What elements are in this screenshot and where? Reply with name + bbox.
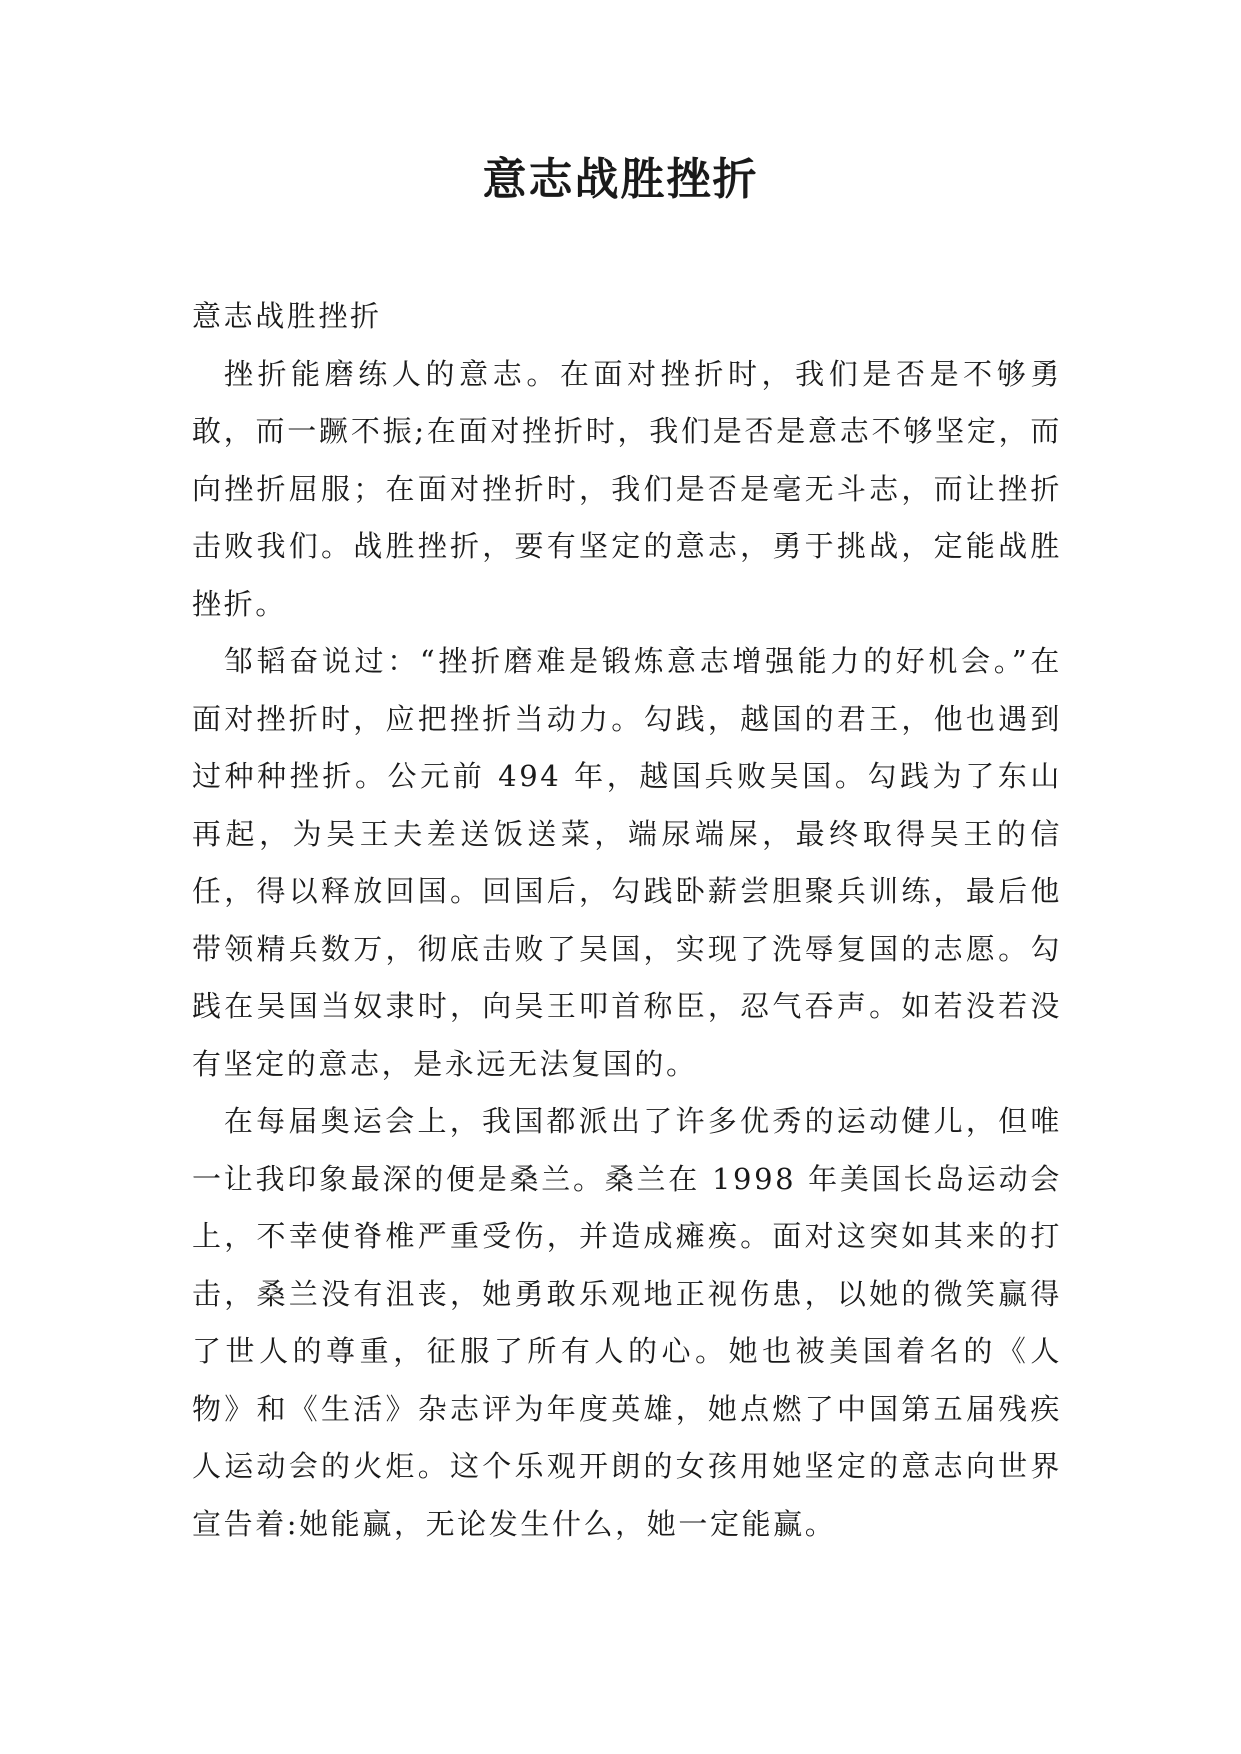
paragraph-1: 挫折能磨练人的意志。在面对挫折时，我们是否是不够勇敢，而一蹶不振;在面对挫折时，我们是否是意志不够坚定，而向挫折屈服；在面对挫折时，我们是否是毫无斗志，而让挫折击败我们。战胜挫折，要有坚定的意志，勇于挑战，定能战胜挫折。 bbox=[192, 356, 1062, 621]
document-body bbox=[192, 288, 1062, 1553]
document-subtitle: 意志战胜挫折 bbox=[192, 299, 382, 333]
document-title: 意志战胜挫折 bbox=[482, 154, 759, 205]
paragraph-2: 邹韬奋说过：“挫折磨难是锻炼意志增强能力的好机会。”在面对挫折时，应把挫折当动力。勾践，越国的君王，他也遇到过种种挫折。公元前 494 年，越国兵败吴国。勾践为了东山再起，为吴王夫差送饭送菜，端尿端屎，最终取得吴王的信任，得以释放回国。回国后，勾践卧薪尝胆聚兵训练，最后他带领精兵数万，彻底击败了吴国，实现了洗辱复国的志愿。勾践在吴国当奴隶时，向吴王叩首称臣，忍气吞声。如若没若没有坚定的意志，是永远无法复国的。 bbox=[192, 644, 1062, 1081]
paragraph-3: 在每届奥运会上，我国都派出了许多优秀的运动健儿，但唯一让我印象最深的便是桑兰。桑兰在 1998 年美国长岛运动会上，不幸使脊椎严重受伤，并造成瘫痪。面对这突如其来的打击，桑兰没有沮丧，她勇敢乐观地正视伤患，以她的微笑赢得了世人的尊重，征服了所有人的心。她也被美国着名的《人物》和《生活》杂志评为年度英雄，她点燃了中国第五届残疾人运动会的火炬。这个乐观开朗的女孩用她坚定的意志向世界宣告着:她能赢，无论发生什么，她一定能赢。 bbox=[192, 1104, 1062, 1541]
